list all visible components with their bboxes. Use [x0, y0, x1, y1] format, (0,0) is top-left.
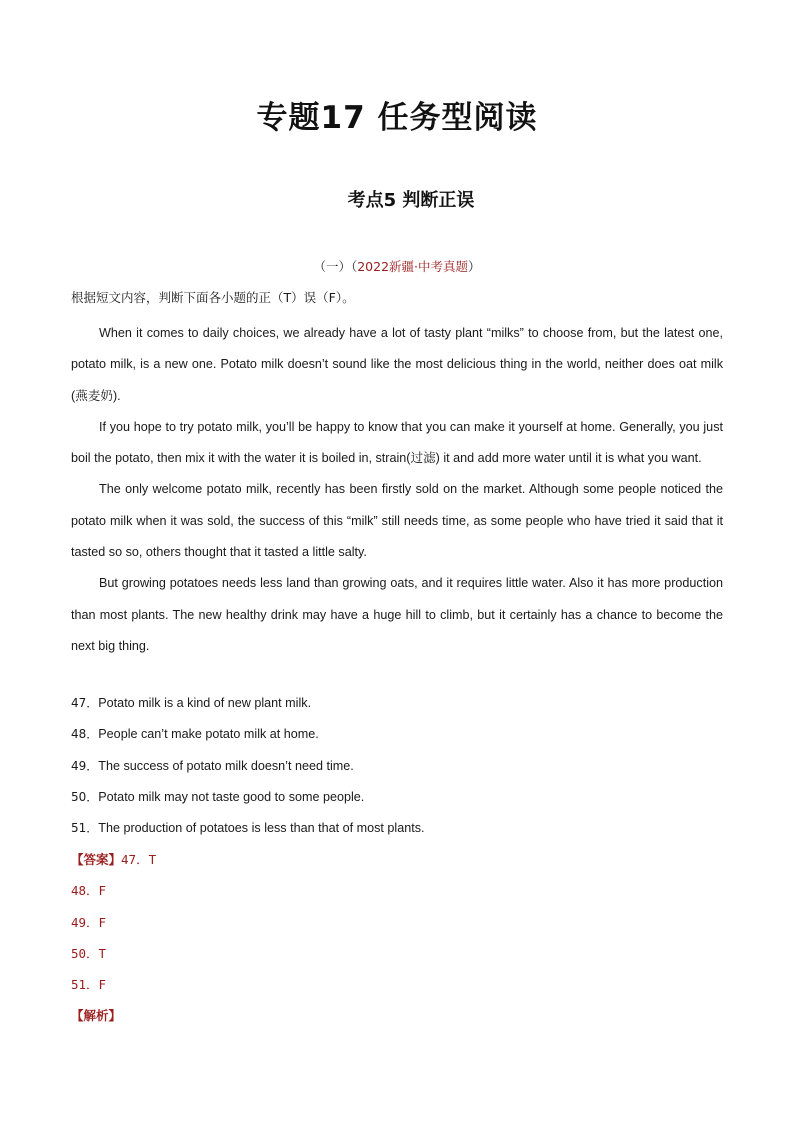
source-prefix: （一）（: [313, 259, 358, 274]
passage-paragraph: When it comes to daily choices, we already have a lot of tasty plant “milks” to choose from, but the latest one, potato milk, is a new one. Potato milk doesn’t sound like the most delicious thing in the world, neither does oat milk (燕麦奶).: [71, 326, 723, 403]
reading-passage: [71, 318, 723, 662]
question-number: 50．: [71, 789, 99, 804]
task-instruction: 根据短文内容，判断下面各小题的正（T）误（F）。: [71, 290, 355, 305]
question-number: 48．: [71, 727, 99, 742]
question-number: 51．: [71, 821, 99, 836]
passage-paragraph: But growing potatoes needs less land than growing oats, and it requires little water. Also it has more production than most plants. The new healthy drink may have a huge hill to climb, but it certainly has a chance to become the next big thing.: [71, 576, 723, 653]
question-item: [71, 751, 425, 782]
question-text: The success of potato milk doesn’t need time.: [98, 758, 354, 773]
question-text: People can’t make potato milk at home.: [98, 727, 319, 742]
question-number: 49．: [71, 758, 99, 773]
page-title: 专题17 任务型阅读: [256, 100, 538, 136]
answer-item: 49．F: [71, 914, 107, 930]
question-item: [71, 688, 425, 719]
question-list: [71, 688, 425, 844]
passage-paragraph: If you hope to try potato milk, you’ll be happy to know that you can make it yourself at home. Generally, you just boil the potato, then mix it with the water it is boiled in, strain(过滤) it and add more water until it is what you want.: [71, 419, 723, 466]
answer-item: 50．T: [71, 945, 107, 961]
answer-item: 51．F: [71, 977, 107, 993]
answer-row: [71, 844, 156, 875]
answer-label: 【答案】: [71, 852, 122, 867]
answer-block: [71, 844, 156, 1000]
source-suffix: ）: [468, 259, 481, 274]
question-item: [71, 782, 425, 813]
answer-item: 47．T: [121, 852, 157, 867]
answer-item: 48．F: [71, 883, 107, 899]
question-text: Potato milk may not taste good to some people.: [98, 789, 365, 804]
question-item: [71, 813, 425, 844]
question-number: 47．: [71, 696, 99, 710]
question-item: [71, 719, 425, 750]
exam-source-line: [0, 257, 794, 275]
analysis-label: 【解析】: [71, 1008, 122, 1023]
source-tag: 2022新疆·中考真题: [357, 259, 469, 274]
passage-paragraph: The only welcome potato milk, recently has been firstly sold on the market. Although some people noticed the potato milk when it was sold, the success of this “milk” still needs time, as some people who have tried it said that it tasted so so, others thought that it tasted a little salty.: [71, 482, 723, 560]
question-text: Potato milk is a kind of new plant milk.: [98, 696, 312, 710]
section-subtitle: 考点5 判断正误: [347, 190, 475, 211]
question-text: The production of potatoes is less than that of most plants.: [98, 821, 425, 836]
